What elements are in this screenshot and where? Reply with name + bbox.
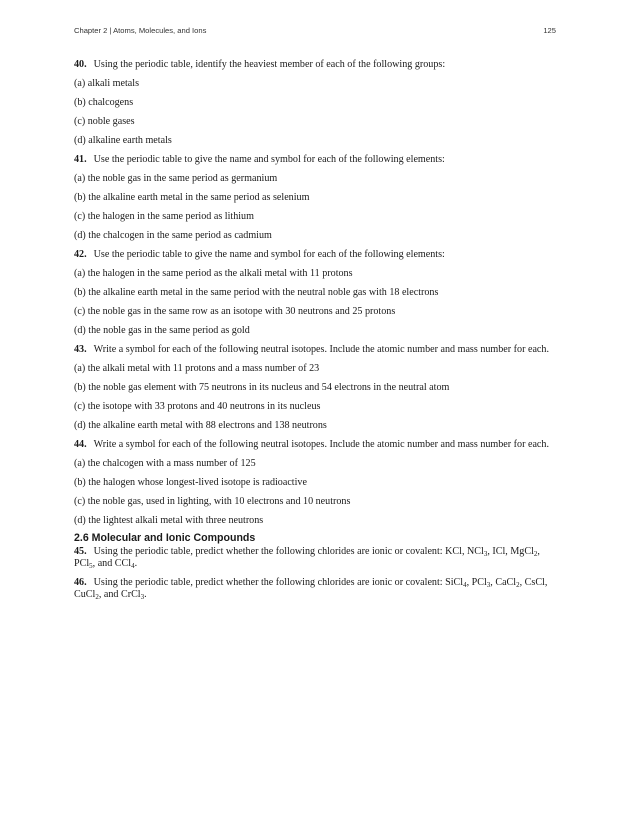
- question-number: 44.: [74, 439, 87, 450]
- chloride-text: KCl,: [445, 546, 465, 557]
- subscript: 2: [533, 550, 538, 558]
- subscript: 4: [463, 581, 467, 589]
- chloride-text: ,: [519, 577, 523, 588]
- subscript: 5: [89, 562, 93, 570]
- question-text: Write a symbol for each of the following neutral isotopes. Include the atomic number and mass number for each.: [93, 344, 549, 355]
- subscript: 2: [516, 581, 520, 589]
- question-number: 46.: [74, 577, 87, 588]
- question-40: [74, 59, 558, 71]
- chloride-text: .: [134, 558, 138, 569]
- subscript: 3: [140, 593, 145, 601]
- option-a: (a) the noble gas in the same period as germanium: [74, 173, 278, 184]
- chloride-text: , ICl, MgCl: [487, 546, 534, 557]
- question-number: 40.: [74, 59, 87, 70]
- question-41: [74, 154, 558, 166]
- page-number: 125: [543, 26, 556, 35]
- chloride-text: CsCl, CuCl: [74, 577, 548, 600]
- chloride-text: PCl: [74, 558, 90, 569]
- option-c: (c) the noble gas, used in lighting, with 10 electrons and 10 neutrons: [74, 496, 351, 507]
- option-b: (b) the noble gas element with 75 neutrons in its nucleus and 54 electrons in the neutral atom: [74, 382, 450, 393]
- option-b: (b) the alkaline earth metal in the same period as selenium: [74, 192, 310, 203]
- subscript: 2: [95, 593, 99, 601]
- option-d: (d) the alkaline earth metal with 88 electrons and 138 neutrons: [74, 420, 327, 431]
- option-d: (d) alkaline earth metals: [74, 135, 172, 146]
- question-44: [74, 439, 558, 451]
- option-c: (c) the isotope with 33 protons and 40 neutrons in its nucleus: [74, 401, 321, 412]
- option-a: (a) alkali metals: [74, 78, 140, 89]
- question-text: Using the periodic table, predict whether the following chlorides are ionic or covalent:: [93, 577, 443, 588]
- chloride-text: NCl: [467, 546, 484, 557]
- chloride-text: SiCl: [445, 577, 464, 588]
- option-c: (c) the noble gas in the same row as an isotope with 30 neutrons and 25 protons: [74, 306, 396, 317]
- section-heading: 2.6 Molecular and Ionic Compounds: [74, 532, 256, 544]
- option-a: (a) the chalcogen with a mass number of 125: [74, 458, 256, 469]
- option-b: (b) the halogen whose longest-lived isotope is radioactive: [74, 477, 307, 488]
- option-b: (b) chalcogens: [74, 97, 134, 108]
- question-number: 41.: [74, 154, 87, 165]
- option-d: (d) the lightest alkali metal with three neutrons: [74, 515, 264, 526]
- chloride-text: .: [144, 589, 147, 600]
- question-text: Use the periodic table to give the name and symbol for each of the following elements:: [93, 154, 445, 165]
- question-text: Use the periodic table to give the name and symbol for each of the following elements:: [93, 249, 445, 260]
- chloride-text: , CaCl: [490, 577, 517, 588]
- option-c: (c) the halogen in the same period as lithium: [74, 211, 254, 222]
- chapter-title: Chapter 2 | Atoms, Molecules, and Ions: [74, 26, 207, 35]
- question-number: 45.: [74, 546, 87, 557]
- question-45: [74, 546, 558, 570]
- subscript: 3: [483, 550, 488, 558]
- option-d: (d) the chalcogen in the same period as cadmium: [74, 230, 272, 241]
- question-number: 42.: [74, 249, 87, 260]
- question-46: [74, 577, 558, 601]
- option-a: (a) the halogen in the same period as the alkali metal with 11 protons: [74, 268, 353, 279]
- chloride-text: , and CCl: [92, 558, 132, 569]
- question-text: Using the periodic table, predict whether the following chlorides are ionic or covalent:: [93, 546, 443, 557]
- chloride-text: , PCl: [466, 577, 487, 588]
- chloride-text: ,: [537, 546, 540, 557]
- option-b: (b) the alkaline earth metal in the same period with the neutral noble gas with 18 electrons: [74, 287, 439, 298]
- subscript: 3: [486, 581, 491, 589]
- question-text: Write a symbol for each of the following neutral isotopes. Include the atomic number and mass number for each.: [93, 439, 549, 450]
- option-c: (c) noble gases: [74, 116, 135, 127]
- question-43: [74, 344, 558, 356]
- exercise-list: [74, 59, 558, 608]
- subscript: 4: [131, 562, 135, 570]
- chloride-text: , and CrCl: [98, 589, 141, 600]
- option-a: (a) the alkali metal with 11 protons and a mass number of 23: [74, 363, 320, 374]
- page-header: [74, 26, 556, 35]
- question-text: Using the periodic table, identify the heaviest member of each of the following groups:: [93, 59, 446, 70]
- option-d: (d) the noble gas in the same period as gold: [74, 325, 250, 336]
- question-number: 43.: [74, 344, 87, 355]
- question-42: [74, 249, 558, 261]
